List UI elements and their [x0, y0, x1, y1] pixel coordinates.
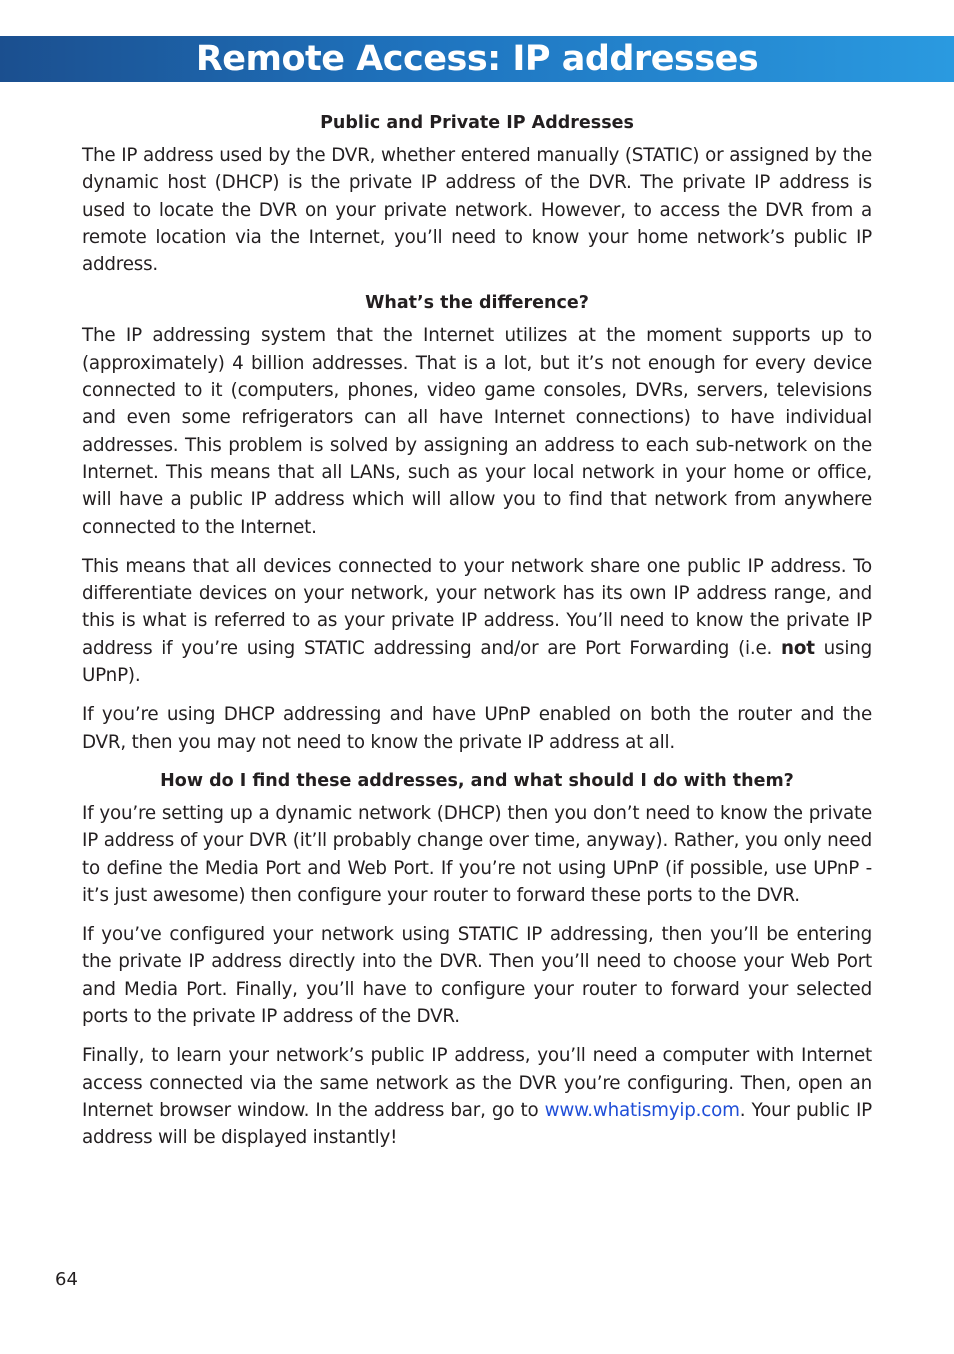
paragraph-dynamic-network: If you’re setting up a dynamic network (DHCP) then you don’t need to know the private IP address of your DVR (it’ll probably change over time, anyway). Rather, you only need to define the Media Port and Web Port. If you’re not using UPnP (if possible, use UPnP - it’s just awesome) then configure your router to forward these ports to the DVR. [82, 802, 872, 906]
section-heading-difference: What’s the difference? [365, 293, 589, 314]
paragraph-shared-public-ip [82, 553, 872, 689]
paragraph-shared-public-ip-text-b: using UPnP). [82, 637, 872, 687]
whatismyip-link[interactable]: www.whatismyip.com [544, 1099, 740, 1121]
paragraph-find-public-ip-text-a: Finally, to learn your network’s public IP address, you’ll need a computer with Internet access connected via the same network as the DVR you’re configuring. Then, open an Internet browser window. In the address bar, go to [82, 1045, 872, 1121]
section-heading-find-addresses: How do I find these addresses, and what should I do with them? [160, 770, 794, 791]
paragraph-shared-public-ip-text-a: This means that all devices connected to your network share one public IP address. To differentiate devices on your network, your network has its own IP address range, and this is what is referred to as your private IP address. You’ll need to know the private IP address if you’re using STATIC addressing and/or are Port Forwarding (i.e. [82, 555, 872, 659]
page-title: Remote Access: IP addresses [195, 39, 759, 79]
paragraph-private-ip-intro: The IP address used by the DVR, whether entered manually (STATIC) or assigned by the dynamic host (DHCP) is the private IP address of the DVR. The private IP address is used to locate the DVR on your private network. However, to access the DVR from a remote location via the Internet, you’ll need to know your home network’s public IP address. [82, 145, 872, 276]
paragraph-find-public-ip-text-b: . Your public IP address will be displayed instantly! [82, 1099, 872, 1149]
paragraph-find-public-ip [82, 1042, 872, 1151]
page-content [82, 110, 872, 1164]
paragraph-ip-addressing-system: The IP addressing system that the Internet utilizes at the moment supports up to (approximately) 4 billion addresses. That is a lot, but it’s not enough for every device connected to it (computers, phones, video game consoles, DVRs, servers, televisions and even some refrigerators can all have Internet connections) to have individual addresses. This problem is solved by assigning an address to each sub-network on the Internet. This means that all LANs, such as your local network in your home or office, will have a public IP address which will allow you to find that network from anywhere connected to the Internet. [82, 325, 872, 538]
emphasis-not: not [781, 637, 815, 659]
page-number: 64 [55, 1269, 78, 1290]
paragraph-dhcp-upnp: If you’re using DHCP addressing and have UPnP enabled on both the router and the DVR, then you may not need to know the private IP address at all. [82, 704, 872, 753]
section-heading-public-private: Public and Private IP Addresses [320, 113, 634, 133]
paragraph-static-network: If you’ve configured your network using STATIC IP addressing, then you’ll be entering the private IP address directly into the DVR. Then you’ll need to choose your Web Port and Media Port. Finally, you’ll have to configure your router to forward your selected ports to the private IP address of the DVR. [82, 924, 872, 1028]
